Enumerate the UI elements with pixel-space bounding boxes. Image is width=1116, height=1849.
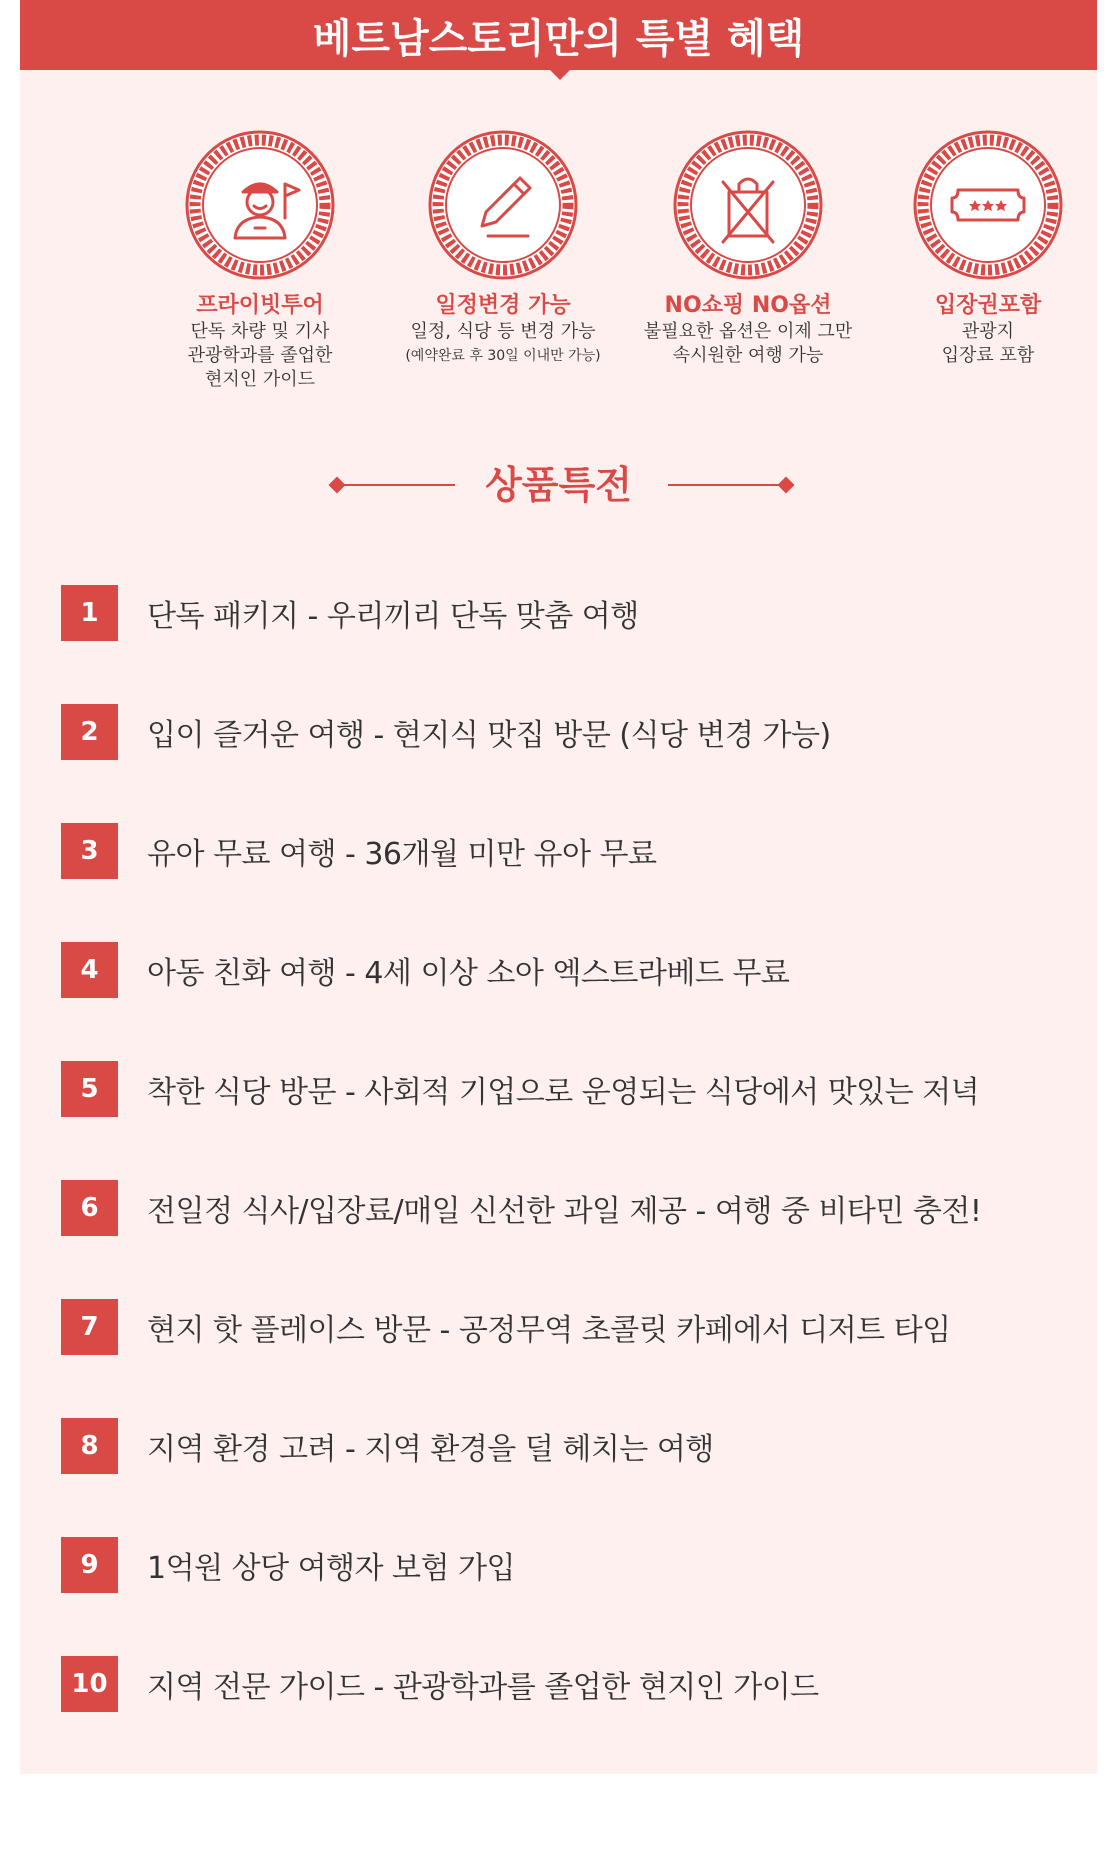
benefit-number: 7 bbox=[61, 1299, 118, 1355]
feature-desc-line: 일정, 식당 등 변경 가능 bbox=[410, 321, 596, 342]
feature-no-shopping bbox=[628, 130, 868, 368]
benefit-item bbox=[61, 1061, 979, 1117]
benefit-text: 착한 식당 방문 - 사회적 기업으로 운영되는 식당에서 맛있는 저녁 bbox=[147, 1075, 980, 1110]
benefit-item bbox=[61, 1656, 819, 1712]
feature-ticket-included bbox=[868, 130, 1108, 368]
benefit-number: 2 bbox=[61, 704, 118, 760]
guide-person-icon bbox=[185, 130, 335, 280]
benefit-text: 현지 핫 플레이스 방문 - 공정무역 초콜릿 카페에서 디저트 타임 bbox=[147, 1313, 951, 1348]
feature-desc-line: 불필요한 옵션은 이제 그만 bbox=[643, 321, 853, 342]
feature-private-tour bbox=[140, 130, 380, 392]
feature-list bbox=[20, 130, 1097, 410]
benefit-item bbox=[61, 942, 789, 998]
benefit-text: 단독 패키지 - 우리끼리 단독 맞춤 여행 bbox=[147, 599, 639, 634]
benefit-item bbox=[61, 1180, 981, 1236]
feature-schedule-change bbox=[383, 130, 623, 368]
benefit-text: 지역 전문 가이드 - 관광학과를 졸업한 현지인 가이드 bbox=[147, 1670, 819, 1705]
feature-desc-line: 속시원한 여행 가능 bbox=[672, 345, 824, 366]
benefit-number: 5 bbox=[61, 1061, 118, 1117]
benefit-text: 지역 환경 고려 - 지역 환경을 덜 헤치는 여행 bbox=[147, 1432, 714, 1467]
feature-desc-line: 관광학과를 졸업한 bbox=[187, 345, 333, 366]
pencil-icon bbox=[428, 130, 578, 280]
benefit-text: 아동 친화 여행 - 4세 이상 소아 엑스트라베드 무료 bbox=[147, 956, 790, 991]
feature-desc-line: 현지인 가이드 bbox=[204, 369, 316, 390]
ticket-icon bbox=[913, 130, 1063, 280]
benefit-number: 3 bbox=[61, 823, 118, 879]
benefit-number: 8 bbox=[61, 1418, 118, 1474]
benefit-text: 입이 즐거운 여행 - 현지식 맛집 방문 (식당 변경 가능) bbox=[147, 718, 831, 753]
benefit-number: 9 bbox=[61, 1537, 118, 1593]
no-shopping-bag-icon bbox=[673, 130, 823, 280]
benefit-item bbox=[61, 1537, 515, 1593]
benefit-number: 4 bbox=[61, 942, 118, 998]
benefit-number: 10 bbox=[61, 1656, 118, 1712]
feature-title: 프라이빗투어 bbox=[196, 293, 324, 318]
banner-pointer bbox=[550, 70, 570, 80]
benefit-item bbox=[61, 823, 656, 879]
banner bbox=[20, 0, 1097, 70]
feature-desc-line: 관광지 bbox=[961, 321, 1015, 342]
benefits-panel bbox=[20, 0, 1097, 1774]
feature-title: 일정변경 가능 bbox=[435, 293, 571, 318]
benefit-item bbox=[61, 1418, 714, 1474]
benefit-text: 1억원 상당 여행자 보험 가입 bbox=[147, 1551, 516, 1586]
section-heading bbox=[20, 455, 1097, 515]
feature-note: (예약완료 후 30일 이내만 가능) bbox=[405, 348, 601, 364]
feature-title: 입장권포함 bbox=[934, 293, 1042, 318]
feature-desc-line: 단독 차량 및 기사 bbox=[190, 321, 330, 342]
heading-line-right bbox=[668, 484, 786, 486]
benefit-number: 1 bbox=[61, 585, 118, 641]
benefit-item bbox=[61, 1299, 951, 1355]
section-title: 상품특전 bbox=[485, 463, 632, 507]
banner-title: 베트남스토리만의 특별 혜택 bbox=[312, 15, 805, 62]
benefit-text: 유아 무료 여행 - 36개월 미만 유아 무료 bbox=[147, 837, 657, 872]
feature-title: NO쇼핑 NO옵션 bbox=[664, 293, 832, 318]
feature-desc-line: 입장료 포함 bbox=[941, 345, 1035, 366]
benefit-number: 6 bbox=[61, 1180, 118, 1236]
benefit-item bbox=[61, 585, 639, 641]
benefit-item bbox=[61, 704, 831, 760]
benefit-text: 전일정 식사/입장료/매일 신선한 과일 제공 - 여행 중 비타민 충전! bbox=[147, 1194, 982, 1229]
